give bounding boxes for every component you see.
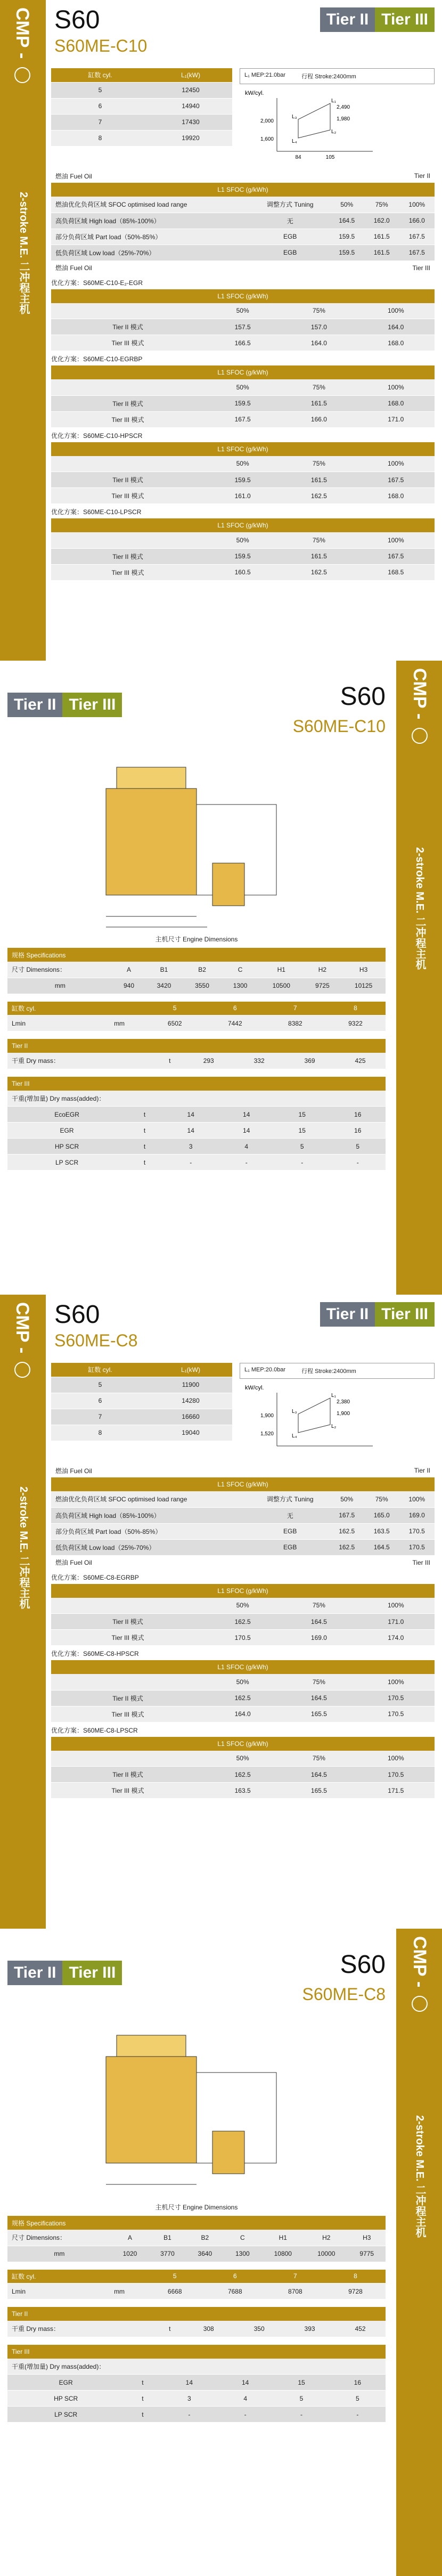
- stroke-label: 2-stroke M.E. 二冲程主机: [18, 192, 29, 315]
- tier-badges: Tier II Tier III: [7, 693, 122, 717]
- option-label: 优化方案：S60ME-C10-EGRBP: [51, 355, 143, 363]
- tier-badges: Tier II Tier III: [7, 1961, 122, 1985]
- svg-text:L₄: L₄: [292, 1433, 297, 1439]
- added-mass-table: 干重(增加量) Dry mass(added)： EcoEGR t 14 14 15 16 EGR t 14 14 15 16 HP SCR t 3 4 5 5 LP SCR t - - - -: [7, 1091, 386, 1171]
- svg-text:L₂: L₂: [331, 1424, 337, 1429]
- brand-mark: CMP -: [409, 668, 430, 747]
- svg-text:L₃: L₃: [292, 1409, 297, 1415]
- option-label: 优化方案：S60ME-C10-LPSCR: [51, 508, 142, 516]
- side-band: [0, 1295, 46, 1929]
- option-table: 50% 75% 100% Tier II 模式 159.5 161.5 167.5 Tier III 模式 161.0 162.5 168.0: [51, 456, 435, 505]
- option-label: 优化方案：S60ME-C8-EGRBP: [51, 1573, 139, 1581]
- svg-text:2,380: 2,380: [337, 1399, 350, 1405]
- stroke-label: 2-stroke M.E. 二冲程主机: [18, 1486, 29, 1610]
- dimension-table: 尺寸 Dimensions： A B1 B2 C H1 H2 H3 mm 940 3420 3550 1300 10500 9725 10125: [7, 962, 386, 994]
- engine-drawing: [85, 757, 308, 932]
- model-title: S60: [340, 682, 386, 711]
- power-speed-diagram: [240, 87, 431, 162]
- svg-text:L₁: L₁: [331, 98, 336, 104]
- svg-text:2,490: 2,490: [337, 104, 350, 110]
- brand-mark: CMP -: [12, 7, 32, 86]
- cylinder-power-table: 缸数 cyl. L₁(kW) 5 12450 6 14940 7 17430 8 19920: [51, 68, 232, 147]
- model-subtitle: S60ME-C8: [302, 1985, 386, 2004]
- model-subtitle: S60ME-C10: [292, 717, 386, 736]
- model-title: S60: [340, 1951, 386, 1979]
- option-table: 50% 75% 100% Tier II 模式 162.5 164.5 170.5 Tier III 模式 163.5 165.5 171.5: [51, 1751, 435, 1799]
- option-table: 50% 75% 100% Tier II 模式 159.5 161.5 168.0 Tier III 模式 167.5 166.0 171.0: [51, 379, 435, 428]
- model-title: S60: [54, 1301, 100, 1329]
- lmin-table: 缸数 cyl. 5 6 7 8 Lmin mm 6502 7442 8382 9322: [7, 1002, 386, 1032]
- tier-badges: Tier II Tier III: [320, 7, 435, 32]
- svg-text:kW/cyl.: kW/cyl.: [245, 90, 264, 96]
- side-band: [396, 661, 442, 1295]
- svg-text:kW/cyl.: kW/cyl.: [245, 1385, 264, 1391]
- dry-mass-table: 干重 Dry mass： t 308 350 393 452: [7, 2321, 386, 2337]
- svg-text:2,000: 2,000: [260, 118, 274, 124]
- tier-badges: Tier II Tier III: [320, 1302, 435, 1327]
- sfoc-header: L1 SFOC (g/kWh): [51, 183, 435, 197]
- power-speed-diagram: [240, 1382, 431, 1457]
- option-label: 优化方案：S60ME-C8-LPSCR: [51, 1726, 138, 1734]
- side-band: [0, 0, 46, 661]
- cylinder-power-table: 缸数 cyl. L₁(kW) 5 11900 6 14280 7 16660 8 19040: [51, 1363, 232, 1441]
- svg-text:1,900: 1,900: [260, 1413, 274, 1419]
- mep-stroke-box: L₁ MEP:20.0bar 行程 Stroke:2400mm: [240, 1363, 435, 1379]
- drawing-caption: 主机尺寸 Engine Dimensions: [155, 936, 238, 943]
- sfoc-main-table: 燃油优化负荷区域 SFOC optimised load range 调整方式 Tuning 50% 75% 100% 高负荷区域 High load（85%-100%） 无 164.5 162.0 166.0 部分负荷区域 Part load（50%-85%） EGB 159.5 161.5 167.5 低负荷区域 Low load（25%-70%） EGB 159.5 161.5 167.5: [51, 197, 435, 261]
- svg-text:1,900: 1,900: [337, 1411, 350, 1417]
- stroke-label: 2-stroke M.E. 二冲程主机: [414, 2115, 425, 2238]
- option-label: 优化方案：S60ME-C10-HPSCR: [51, 432, 143, 440]
- svg-text:L₁: L₁: [331, 1393, 336, 1399]
- option-label: 优化方案：S60ME-C10-E₂-EGR: [51, 279, 143, 287]
- svg-text:1,980: 1,980: [337, 116, 350, 122]
- brand-mark: CMP -: [12, 1302, 32, 1381]
- page-4: CMP - 2-stroke M.E. 二冲程主机 Tier II Tier III S60 S60ME-C8 主机尺寸 Engine Dimensions 规格 Specifications 尺寸 Dimensions： A B1 B2 C H1 H2 H3 mm 1020 3770 3640 1300 10800 10000 9775 缸数 cyl. 5 6 7 8 Lmin mm 6668 7688 8708 9728 Tier II 干重 Dry mass： t 308 350 393 452 Tier III 干重(增加量) Dry mass(added)： EGR t 14 14 15 16 HP SCR t 3 4 5 5 LP SCR t - - - -: [0, 1929, 442, 2576]
- option-table: 50% 75% 100% Tier II 模式 157.5 157.0 164.0 Tier III 模式 166.5 164.0 168.0: [51, 303, 435, 352]
- svg-text:84: 84: [295, 155, 301, 160]
- svg-text:L₄: L₄: [292, 139, 297, 144]
- option-label: 优化方案：S60ME-C8-HPSCR: [51, 1650, 139, 1657]
- svg-text:1,520: 1,520: [260, 1431, 274, 1437]
- lmin-table: 缸数 cyl. 5 6 7 8 Lmin mm 6668 7688 8708 9728: [7, 2270, 386, 2300]
- added-mass-table: 干重(增加量) Dry mass(added)： EGR t 14 14 15 16 HP SCR t 3 4 5 5 LP SCR t - - - -: [7, 2359, 386, 2423]
- model-subtitle: S60ME-C10: [54, 36, 148, 55]
- side-band: [396, 1929, 442, 2576]
- svg-text:L₃: L₃: [292, 114, 297, 120]
- drawing-caption: 主机尺寸 Engine Dimensions: [155, 2204, 238, 2211]
- sfoc-main-table: 燃油优化负荷区域 SFOC optimised load range 调整方式 Tuning 50% 75% 100% 高负荷区域 High load（85%-100%） 无 167.5 165.0 169.0 部分负荷区域 Part load（50%-85%） EGB 162.5 163.5 170.5 低负荷区域 Low load（25%-70%） EGB 162.5 164.5 170.5: [51, 1491, 435, 1556]
- model-subtitle: S60ME-C8: [54, 1331, 138, 1350]
- dimension-table: 尺寸 Dimensions： A B1 B2 C H1 H2 H3 mm 1020 3770 3640 1300 10800 10000 9775: [7, 2230, 386, 2262]
- engine-drawing: [85, 2025, 308, 2200]
- svg-text:105: 105: [325, 155, 335, 160]
- dry-mass-table: 干重 Dry mass： t 293 332 369 425: [7, 1053, 386, 1069]
- option-table: 50% 75% 100% Tier II 模式 162.5 164.5 171.0 Tier III 模式 170.5 169.0 174.0: [51, 1598, 435, 1646]
- svg-text:1,600: 1,600: [260, 136, 274, 142]
- page-1: CMP - 2-stroke M.E. 二冲程主机 S60 S60ME-C10 Tier II Tier III 缸数 cyl. L₁(kW) 5 12450 6 14940 7 17430 8 19920 L₁ MEP:21.0bar 行程 Stroke:2400mm kW/cyl. L₁ L₂ L₃ L₄ 2,490 1,980 2,000 1,600 84 105 燃油 Fuel Oil Tier II L1 SFOC (g/kWh) 燃油优化负荷区域 SFOC optimised load range 调整方式 Tuning 50% 75% 100% 高负荷区域 High load（85%-100%） 无 164.5 162.0 166.0 部分负荷区域 Part load（50%-85%） EGB 159.5 161.5 167.5 低负荷区域 Low load（25%-70%） EGB 159.5 161.5 167.5 燃油 Fuel Oil Tier III 优化方案：S60ME-C10-E₂-EGR L1 SFOC (g/kWh) 50% 75% 100% Tier II 模式 157.5 157.0 164.0 Tier III 模式 166.5 164.0 168.0 优化方案：S60ME-C10-EGRBP L1 SFOC (g/kWh) 50% 75% 100% Tier II 模式 159.5 161.5 168.0 Tier III 模式 167.5 166.0 171.0 优化方案：S60ME-C10-HPSCR L1 SFOC (g/kWh) 50% 75% 100% Tier II 模式 159.5 161.5 167.5 Tier III 模式 161.0 162.5 168.0 优化方案：S60ME-C10-LPSCR L1 SFOC (g/kWh) 50% 75% 100% Tier II 模式 159.5 161.5 167.5 Tier III 模式 160.5 162.5 168.5: [0, 0, 442, 661]
- option-table: 50% 75% 100% Tier II 模式 159.5 161.5 167.5 Tier III 模式 160.5 162.5 168.5: [51, 532, 435, 581]
- page-3: CMP - 2-stroke M.E. 二冲程主机 S60 S60ME-C8 Tier II Tier III 缸数 cyl. L₁(kW) 5 11900 6 14280 7 16660 8 19040 L₁ MEP:20.0bar 行程 Stroke:2400mm kW/cyl. L₁ L₂ L₃ L₄ 2,380 1,900 1,900 1,520 燃油 Fuel Oil Tier II L1 SFOC (g/kWh) 燃油优化负荷区域 SFOC optimised load range 调整方式 Tuning 50% 75% 100% 高负荷区域 High load（85%-100%） 无 167.5 165.0 169.0 部分负荷区域 Part load（50%-85%） EGB 162.5 163.5 170.5 低负荷区域 Low load（25%-70%） EGB 162.5 164.5 170.5 燃油 Fuel Oil Tier III 优化方案：S60ME-C8-EGRBP L1 SFOC (g/kWh) 50% 75% 100% Tier II 模式 162.5 164.5 171.0 Tier III 模式 170.5 169.0 174.0 优化方案：S60ME-C8-HPSCR L1 SFOC (g/kWh) 50% 75% 100% Tier II 模式 162.5 164.5 170.5 Tier III 模式 164.0 165.5 170.5 优化方案：S60ME-C8-LPSCR L1 SFOC (g/kWh) 50% 75% 100% Tier II 模式 162.5 164.5 170.5 Tier III 模式 163.5 165.5 171.5: [0, 1295, 442, 1929]
- option-table: 50% 75% 100% Tier II 模式 162.5 164.5 170.5 Tier III 模式 164.0 165.5 170.5: [51, 1674, 435, 1722]
- model-title: S60: [54, 6, 100, 34]
- page-2: CMP - 2-stroke M.E. 二冲程主机 Tier II Tier III S60 S60ME-C10 主机尺寸 Engine Dimensions 规格 Specifications 尺寸 Dimensions： A B1 B2 C H1 H2 H3 mm 940 3420 3550 1300 10500 9725 10125 缸数 cyl. 5 6 7 8 Lmin mm 6502 7442 8382 9322 Tier II 干重 Dry mass： t 293 332 369 425 Tier III 干重(增加量) Dry mass(added)： EcoEGR t 14 14 15 16 EGR t 14 14 15 16 HP SCR t 3 4 5 5 LP SCR t - - - -: [0, 661, 442, 1295]
- stroke-label: 2-stroke M.E. 二冲程主机: [414, 847, 425, 970]
- brand-mark: CMP -: [409, 1936, 430, 2015]
- mep-stroke-box: L₁ MEP:21.0bar 行程 Stroke:2400mm: [240, 68, 435, 84]
- svg-text:L₂: L₂: [331, 129, 337, 135]
